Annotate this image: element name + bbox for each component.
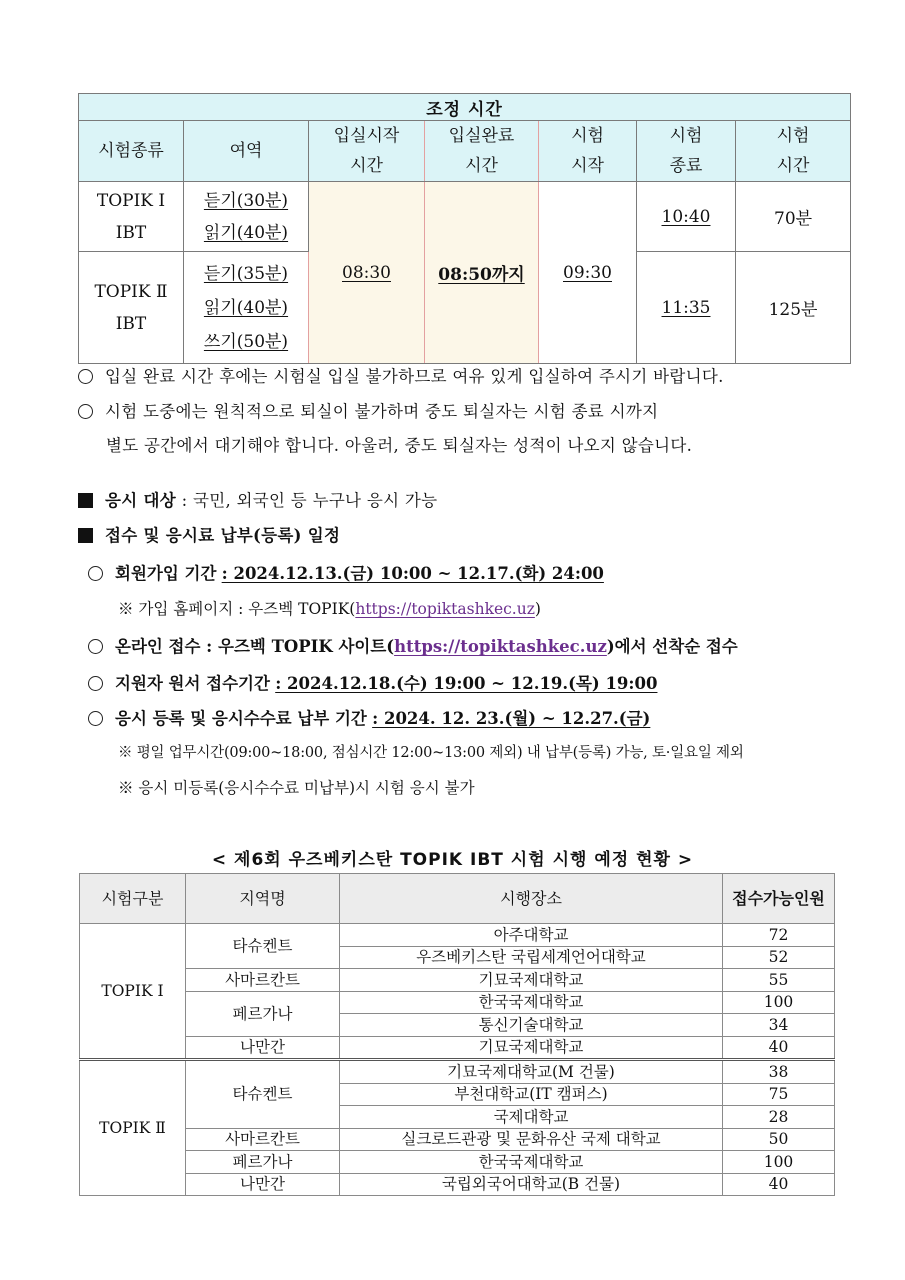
capacity-cell: 75 bbox=[723, 1083, 835, 1106]
note-leave-exam: 시험 도중에는 원칙적으로 퇴실이 불가하며 중도 퇴실자는 시험 종료 시까지 bbox=[78, 398, 658, 422]
circle-bullet-icon bbox=[88, 566, 103, 581]
online-link[interactable]: https://topiktashkec.uz bbox=[394, 637, 607, 656]
region-cell: 사마르칸트 bbox=[186, 1128, 340, 1151]
region-cell: 페르가나 bbox=[186, 1151, 340, 1174]
region-cell: 페르가나 bbox=[186, 991, 340, 1036]
application-period: 지원자 원서 접수기간 : 2024.12.18.(수) 19:00 ~ 12.19.(목) 19:00 bbox=[88, 670, 657, 694]
region-cell: 타슈켄트 bbox=[186, 1060, 340, 1129]
payment-period: 응시 등록 및 응시수수료 납부 기간 : 2024. 12. 23.(월) ~ 12.27.(금) bbox=[88, 705, 650, 729]
entry-start-time: 08:30 bbox=[309, 182, 425, 364]
topik1-name: TOPIK Ⅰ IBT bbox=[79, 182, 184, 252]
venue-cell: 부천대학교(IT 캠퍼스) bbox=[340, 1083, 723, 1106]
capacity-cell: 52 bbox=[723, 946, 835, 969]
sites-table bbox=[79, 873, 835, 1196]
topik1-sections: 듣기(30분) 읽기(40분) bbox=[184, 182, 309, 252]
header-region: 지역명 bbox=[186, 874, 340, 924]
region-cell: 나만간 bbox=[186, 1173, 340, 1196]
table-row bbox=[80, 924, 835, 947]
table-row bbox=[80, 1060, 835, 1084]
topik2-end-time: 11:35 bbox=[637, 252, 736, 364]
venue-cell: 한국국제대학교 bbox=[340, 1151, 723, 1174]
venue-cell: 실크로드관광 및 문화유산 국제 대학교 bbox=[340, 1128, 723, 1151]
topik1-category: TOPIK Ⅰ bbox=[80, 924, 186, 1060]
header-capacity: 접수가능인원 bbox=[723, 874, 835, 924]
online-application: 온라인 접수 : 우즈벡 TOPIK 사이트(https://topiktashkec.uz)에서 선착순 접수 bbox=[88, 633, 738, 657]
capacity-cell: 72 bbox=[723, 924, 835, 947]
circle-bullet-icon bbox=[78, 369, 93, 384]
eligibility: 응시 대상 : 국민, 외국인 등 누구나 응시 가능 bbox=[78, 487, 437, 511]
signup-period: 회원가입 기간 : 2024.12.13.(금) 10:00 ~ 12.17.(화) 24:00 bbox=[88, 560, 604, 584]
entry-end-time: 08:50까지 bbox=[425, 182, 539, 364]
venue-cell: 기묘국제대학교 bbox=[340, 969, 723, 992]
note-entry-complete: 입실 완료 시간 후에는 시험실 입실 불가하므로 여유 있게 입실하여 주시기 바랍니다. bbox=[78, 363, 724, 387]
header-exam-time: 시험 시간 bbox=[736, 121, 851, 182]
venue-cell: 아주대학교 bbox=[340, 924, 723, 947]
venue-cell: 통신기술대학교 bbox=[340, 1014, 723, 1037]
region-cell: 사마르칸트 bbox=[186, 969, 340, 992]
venue-cell: 기묘국제대학교 bbox=[340, 1036, 723, 1060]
table-row bbox=[80, 1151, 835, 1174]
topik2-category: TOPIK Ⅱ bbox=[80, 1060, 186, 1196]
header-entry-end: 입실완료 시간 bbox=[425, 121, 539, 182]
header-category: 시험구분 bbox=[80, 874, 186, 924]
venue-cell: 한국국제대학교 bbox=[340, 991, 723, 1014]
payment-note-unregistered: ※ 응시 미등록(응시수수료 미납부)시 시험 응시 불가 bbox=[118, 779, 475, 797]
homepage-note: ※ 가입 홈페이지 : 우즈벡 TOPIK(https://topiktashkec.uz) bbox=[118, 600, 541, 618]
sites-title: < 제6회 우즈베키스탄 TOPIK IBT 시험 시행 예정 현황 > bbox=[211, 850, 694, 870]
schedule-title: 조정 시간 bbox=[79, 94, 851, 121]
capacity-cell: 40 bbox=[723, 1173, 835, 1196]
circle-bullet-icon bbox=[88, 676, 103, 691]
capacity-cell: 50 bbox=[723, 1128, 835, 1151]
capacity-cell: 100 bbox=[723, 991, 835, 1014]
header-entry-start: 입실시작 시간 bbox=[309, 121, 425, 182]
square-bullet-icon bbox=[78, 528, 93, 543]
table-row bbox=[80, 991, 835, 1014]
venue-cell: 우즈베키스탄 국립세계언어대학교 bbox=[340, 946, 723, 969]
table-row bbox=[80, 1036, 835, 1060]
homepage-link[interactable]: https://topiktashkec.uz bbox=[355, 600, 535, 618]
capacity-cell: 100 bbox=[723, 1151, 835, 1174]
circle-bullet-icon bbox=[88, 639, 103, 654]
header-venue: 시행장소 bbox=[340, 874, 723, 924]
capacity-cell: 40 bbox=[723, 1036, 835, 1060]
header-exam-start: 시험 시작 bbox=[539, 121, 637, 182]
schedule-table bbox=[78, 93, 851, 364]
circle-bullet-icon bbox=[88, 711, 103, 726]
topik1-end-time: 10:40 bbox=[637, 182, 736, 252]
payment-note-hours: ※ 평일 업무시간(09:00~18:00, 점심시간 12:00~13:00 제외) 내 납부(등록) 가능, 토·일요일 제외 bbox=[118, 745, 744, 761]
topik2-name: TOPIK Ⅱ IBT bbox=[79, 252, 184, 364]
venue-cell: 기묘국제대학교(M 건물) bbox=[340, 1060, 723, 1084]
topik2-duration: 125분 bbox=[736, 252, 851, 364]
note-leave-exam-cont: 별도 공간에서 대기해야 합니다. 아울러, 중도 퇴실자는 성적이 나오지 않습니다. bbox=[106, 436, 693, 455]
capacity-cell: 55 bbox=[723, 969, 835, 992]
square-bullet-icon bbox=[78, 493, 93, 508]
capacity-cell: 38 bbox=[723, 1060, 835, 1084]
header-exam-end: 시험 종료 bbox=[637, 121, 736, 182]
table-row bbox=[80, 1128, 835, 1151]
venue-cell: 국제대학교 bbox=[340, 1106, 723, 1129]
region-cell: 나만간 bbox=[186, 1036, 340, 1060]
header-exam-type: 시험종류 bbox=[79, 121, 184, 182]
venue-cell: 국립외국어대학교(B 건물) bbox=[340, 1173, 723, 1196]
registration-heading: 접수 및 응시료 납부(등록) 일정 bbox=[78, 522, 340, 546]
topik1-duration: 70분 bbox=[736, 182, 851, 252]
capacity-cell: 34 bbox=[723, 1014, 835, 1037]
capacity-cell: 28 bbox=[723, 1106, 835, 1129]
table-row bbox=[80, 1173, 835, 1196]
header-section: 여역 bbox=[184, 121, 309, 182]
region-cell: 타슈켄트 bbox=[186, 924, 340, 969]
table-row bbox=[80, 969, 835, 992]
exam-start-time: 09:30 bbox=[539, 182, 637, 364]
circle-bullet-icon bbox=[78, 404, 93, 419]
topik2-sections: 듣기(35분) 읽기(40분) 쓰기(50분) bbox=[184, 252, 309, 364]
